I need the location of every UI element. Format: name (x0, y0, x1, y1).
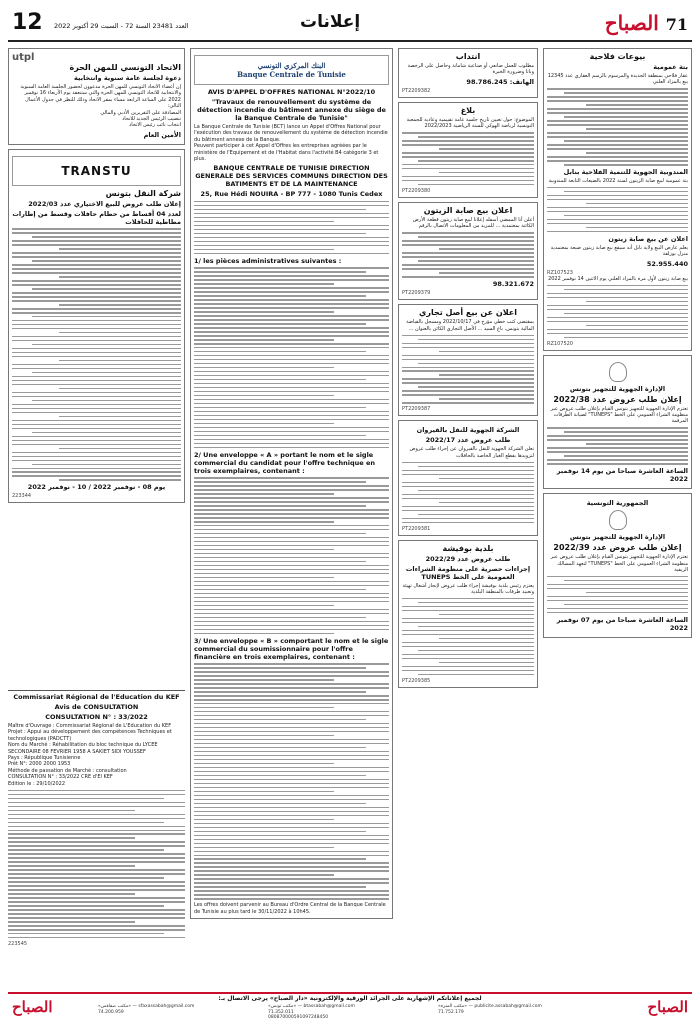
transtu-subtitle-2: لعدد 04 أقساط من حطام حافلات وقسط من إطارات مطاطية للحافلات (12, 209, 181, 226)
bct-direction: BANQUE CENTRALE DE TUNISIE DIRECTION GENERALE DES SERVICES COMMUNS DIRECTION DES BATIMENTS ET DE LA MAINTENANCE (195, 164, 388, 189)
ad-business-ref: PT2209387 (402, 406, 431, 413)
ad-boufiche-body: يعتزم رئيس بلدية بوفيشة إجراء طلب عروض لإنجاز أشغال تهيئة وتعبيد طرقات بالمنطقة البلدية (402, 582, 534, 595)
column-1 (8, 48, 185, 688)
footer-contact-sfax (98, 1004, 194, 1015)
footer-contact-1: «مكتب المنزه» — publicite.assabah@gmail.com (438, 1004, 542, 1009)
footer-caption: لجميع إعلاناتكم الإشهارية على الجرائد الورقية والإلكترونية «دار الصباح» يرجى الاتصال بـ: (218, 995, 482, 1002)
kef-title: Commissariat Régional de l'Education du KEF (13, 693, 180, 701)
kef-subtitle: Avis de CONSULTATION (54, 703, 139, 711)
newspaper-logo (605, 11, 688, 35)
republic-crest-icon (609, 510, 627, 530)
ad-olive-title: اعلان بيع صابة الزيتون (423, 206, 513, 215)
footer-contact-menzah (438, 1004, 542, 1015)
kef-date: Edition le : 29/10/2022 (8, 780, 66, 787)
bct-section-2: 2/ Une enveloppe « A » portant le nom et le sigle commercial du candidat pour l'offre technique en trois exemplaires, contenant : (194, 450, 376, 475)
ad-hockey-lines (402, 132, 534, 185)
footer-logo-left: الصباح (12, 998, 53, 1016)
agri-item-3-body: يعلم عارض البيع ولاية نابل أنه سيقع بيع صابة زيتون ضيعة بمعتمدية منزل بوزلفة (550, 244, 688, 258)
bct-notice (190, 48, 393, 919)
ad-hockey (398, 102, 538, 198)
utpl-body: إن أعضاء الاتحاد التونسي للمهن الحرة مدعوون لحضور الجلسة العامة السنوية والانتخابية للاتحاد التونسي للمهن الحرة والتي ستنعقد يوم الأربعاء 16 نوفمبر 2022 على الساعة الرابعة مساء بمقر الاتحاد وذلك للنظر في جدول الأعمال التالي: (20, 84, 181, 110)
bct-section-1: 1/ les pièces administratives suivantes : (194, 256, 342, 265)
section-title: إعلانات (300, 12, 361, 32)
page-number: 12 (12, 10, 43, 35)
transtu-logo: TRANSTU (61, 163, 132, 178)
bct-text-lines-1 (194, 201, 389, 254)
ad-boufiche-ref: PT2209385 (402, 677, 431, 684)
transtu-dates: يوم 08 - نوفمبر 2022 / 10 - نوفمبر 2022 (27, 483, 166, 492)
ad-boufiche-sub: إجراءات حصرية على منظومة الشراءات العمومية على الخط TUNEPS (405, 564, 531, 581)
ad-recruitment (398, 48, 538, 98)
ad-kairouan-lines (402, 462, 534, 523)
agri-lines-1 (547, 88, 688, 165)
utpl-item: تنصيب الرئيس الجديد للاتحاد (121, 116, 181, 123)
bct-qualif: Peuvent participer à cet Appel d'Offres les entreprises agréées par le ministère de l'Equipement et de l'Habitat dans l'activité B4 catégorie 3 et plus. (194, 143, 379, 163)
agri-item-1-body: عقار فلاحي بمنطقة الجديدة والمرسوم بالرسم العقاري عدد 12345 بيع بالمزاد العلني (547, 73, 688, 86)
agricultural-sales (543, 48, 692, 351)
utpl-title: الاتحاد التونسي للمهن الحرة (69, 63, 181, 72)
footer-contact-tunis (268, 1004, 355, 1021)
tender-38-title: الإدارة الجهوية للتجهيز بتونس (569, 384, 666, 393)
kef-consultation (8, 690, 185, 988)
tender-38 (543, 355, 692, 490)
tender-38-body: تعتزم الإدارة الجهوية للتجهيز بتونس القيام بإعلان طلب عروض عبر منظومة الشراء العمومي على الخط "TUNEPS" لصيانة الطرقات المرقمة (550, 405, 688, 425)
ad-boufiche (398, 540, 538, 688)
kef-project: Projet : Appui au développement des compétences Techniques et technologiques (PADCTT) (8, 729, 172, 742)
ad-kairouan-body: تعلن الشركة الجهوية للنقل بالقيروان عن إجراء طلب عروض لتزويدها بقطع الغيار الخاصة بالحافلات (409, 446, 534, 459)
republic-crest-icon (609, 362, 627, 382)
ad-recruitment-ref: PT2209382 (402, 87, 431, 94)
bct-section-3: 3/ Une enveloppe « B » comportant le nom et le sigle commercial du soumissionnaire pour l'offre financière en trois exemplaires, contenant : (194, 636, 389, 661)
ad-recruitment-phone: الهاتف: 98.786.245 (466, 77, 534, 86)
bct-closing: Les offres doivent parvenir au Bureau d'Ordre Central de la Banque Centrale de Tunisie au plus tard le 30/11/2022 à 10h45. (194, 902, 386, 915)
tender-38-sub: إعلان طلب عروض عدد 2022/38 (553, 394, 682, 404)
agri-lines-2 (547, 187, 688, 232)
utpl-notice (8, 48, 185, 145)
column-3 (398, 48, 538, 988)
issue-info: العدد 23481 السنة 72 - السبت 29 أكتوبر 2022 (54, 22, 189, 30)
agri-lines-3 (547, 285, 688, 338)
agri-item-2-title: المندوبية الجهوية للتنمية الفلاحية بنابل (563, 168, 688, 177)
tender-39-date: الساعة العاشرة صباحا من يوم 07 نوفمبر 2022 (556, 615, 688, 632)
agri-item-2-body: بتة عمومية لبيع صابة الزيتون لسنة 2022 بالضيعات التابعة للمندوبية (548, 178, 688, 185)
column-2 (190, 48, 393, 988)
footer-phone-1: 71.752.179 (438, 1009, 464, 1015)
ad-kairouan-title-2: طلب عروض عدد 2022/17 (425, 436, 511, 445)
ad-boufiche-title: بلدية بوفيشة (442, 543, 494, 553)
transtu-logo-box (12, 156, 181, 186)
tender-39-title: الإدارة الجهوية للتجهيز بتونس (569, 533, 666, 542)
ad-olive-body: أعلن أنا الممضي أسفله إعلانا لبيع صابة زيتون قطعة الأرض الكائنة بمعتمدية ... للمزيد من المعلومات الاتصال بالرقم (412, 217, 534, 230)
bct-logo-box (194, 55, 389, 85)
ad-recruitment-body: مطلوب للعمل صانعي أو صناعية شامانة وحاصل على الرخصة وباتا وضرورة الخبرة (407, 63, 534, 76)
ad-hockey-body: الموضوع: حول تعيين تاريخ جلسة عامة تقييمية وعادية للجمعية التونسية لرياضة الهوكي للسنة الرياضية 2022/2023 (406, 116, 534, 130)
bct-text-lines-3 (194, 477, 389, 634)
transtu-title: شركة النقل بتونس (105, 188, 181, 198)
agri-item-3-ref: RZ107523 (547, 269, 573, 276)
ad-olive-phone: 98.321.672 (492, 280, 534, 289)
transtu-subtitle: إعلان طلب عروض للبيع الاختياري عدد 2022/03 (28, 199, 181, 208)
ad-olive-ref: PT2209379 (402, 290, 431, 297)
transtu-ref: 223344 (12, 493, 32, 500)
column-4 (543, 48, 692, 988)
tender-39 (543, 493, 692, 638)
ad-kairouan-title: الشركة الجهوية للنقل بالقيروان (416, 426, 520, 435)
tender-38-date: الساعة العاشرة صباحا من يوم 14 نوفمبر 2022 (556, 467, 688, 484)
page-header (8, 8, 692, 42)
utpl-logo: utpl (12, 52, 35, 63)
kef-text-lines (8, 790, 185, 939)
bct-text-lines-4 (194, 663, 389, 899)
kef-client: Maître d'Ouvrage : Commissariat Régional de L'Education du KEF (8, 723, 172, 729)
ad-business-sale (398, 304, 538, 416)
tender-39-body: تعتزم الإدارة الجهوية للتجهيز بتونس القيام بإعلان طلب عروض عبر منظومة الشراء العمومي على الخط "TUNEPS" لتعهد المسالك الريفية (550, 554, 688, 573)
kef-method: Méthode de passation de Marché : consultation (8, 767, 127, 774)
tender-38-lines (547, 427, 688, 464)
kef-loan: Prêt N°: 2000 2000 1953 (8, 761, 71, 768)
logo-text: الصباح (604, 11, 659, 35)
footer-phone-3: 74.200.959 (98, 1009, 124, 1015)
bct-logo-fr: Banque Centrale de Tunisie (237, 70, 346, 79)
kef-lycee: Nom du Marché : Réhabilitation du bloc technique du LYCEE SECONDAIRE 08 FEVRIER 1958 A SAKIET SIDI YOUSSEF (8, 742, 158, 755)
utpl-item: انتخاب نائب رئيس الاتحاد (128, 122, 181, 129)
tender-39-sub: إعلان طلب عروض عدد 2022/39 (553, 543, 682, 553)
agri-item-1-title: بتة عمومية (653, 63, 688, 71)
ad-kairouan-transport (398, 420, 538, 535)
bct-intro: La Banque Centrale de Tunisie (BCT) lance un Appel d'Offres National pour l'exécution des travaux de renouvellement du système de détection incendie du bâtiment annexe de la Banque. (194, 124, 388, 143)
transtu-text-lines (12, 228, 181, 480)
agri-title: بيوعات فلاحية (589, 52, 646, 61)
ad-hockey-ref: PT2209380 (402, 188, 431, 194)
ad-boufiche-title-2: طلب عروض عدد 2022/29 (425, 554, 511, 563)
utpl-signature: الأمين العام (143, 130, 181, 139)
bct-title: AVIS D'APPEL D'OFFRES NATIONAL N°2022/10 (207, 88, 376, 96)
ad-olive-sale (398, 202, 538, 300)
agri-item-4-ref: RZ107520 (547, 340, 573, 347)
agri-item-3-title: اعلان عن بيع صابة زيتون (608, 234, 688, 243)
ad-recruitment-title: انتداب (455, 52, 481, 61)
bct-logo-ar: البنك المركزي التونسي (257, 61, 326, 70)
bct-address: 25, Rue Hédi NOUIRA - BP 777 - 1080 Tunis Cedex (200, 190, 383, 199)
ad-business-title: اعلان عن بيع أصل تجاري (419, 308, 517, 318)
utpl-item: المصادقة على التقريرين الأدبي والمالي (100, 109, 181, 116)
ad-business-lines (402, 335, 534, 404)
agri-item-3-phone: 52.955.440 (646, 259, 688, 268)
ad-business-body: بمقتضى كتب خطي مؤرخ في 2022/10/17 ومسجل بالقباضة المالية بتونس، باع السيد ... الأصل التجاري الكائن بالعنوان ... (406, 319, 534, 332)
ad-olive-lines (402, 232, 534, 277)
kef-cons: CONSULTATION N° : 33/2022 CRE d'El KEF (8, 774, 113, 781)
transtu-notice (8, 149, 185, 504)
logo-number: 71 (665, 15, 688, 34)
ad-kairouan-ref: PT2209381 (402, 525, 431, 532)
utpl-subtitle: دعوة لجلسة عامة سنوية وانتخابية (74, 74, 181, 82)
footer-phone-2: 71.352.011 (268, 1009, 294, 1015)
footer-contact-2: «مكتب تونس» — btassabah@gmail.com (268, 1004, 355, 1009)
agri-item-4-body: بيع صابة زيتون لأول مرة بالمزاد العلني يوم الاثنين 14 نوفمبر 2022 (548, 275, 688, 282)
ad-hockey-title: بلاغ (460, 105, 476, 115)
footer-bank: 080870000591097248450 (268, 1015, 329, 1020)
republic-label: الجمهورية التونسية (586, 499, 649, 508)
bct-logo (237, 61, 346, 79)
bct-subtitle: "Travaux de renouvellement du système de détection incendie du bâtiment annexe du siège de la Banque Centrale de Tunisie" (197, 98, 386, 122)
tender-39-lines (547, 576, 688, 613)
page-footer (8, 992, 692, 1020)
footer-logo: الصباح (647, 998, 688, 1016)
bct-text-lines-2 (194, 267, 389, 448)
ad-boufiche-lines (402, 598, 534, 675)
kef-ref: 223545 (8, 941, 28, 948)
kef-number: CONSULTATION N° : 33/2022 (45, 713, 148, 721)
footer-contact-3: «مكتب صفاقس» — sfaxassabah@gmail.com (98, 1004, 195, 1009)
kef-country: Pays : République Tunisienne (8, 755, 81, 762)
